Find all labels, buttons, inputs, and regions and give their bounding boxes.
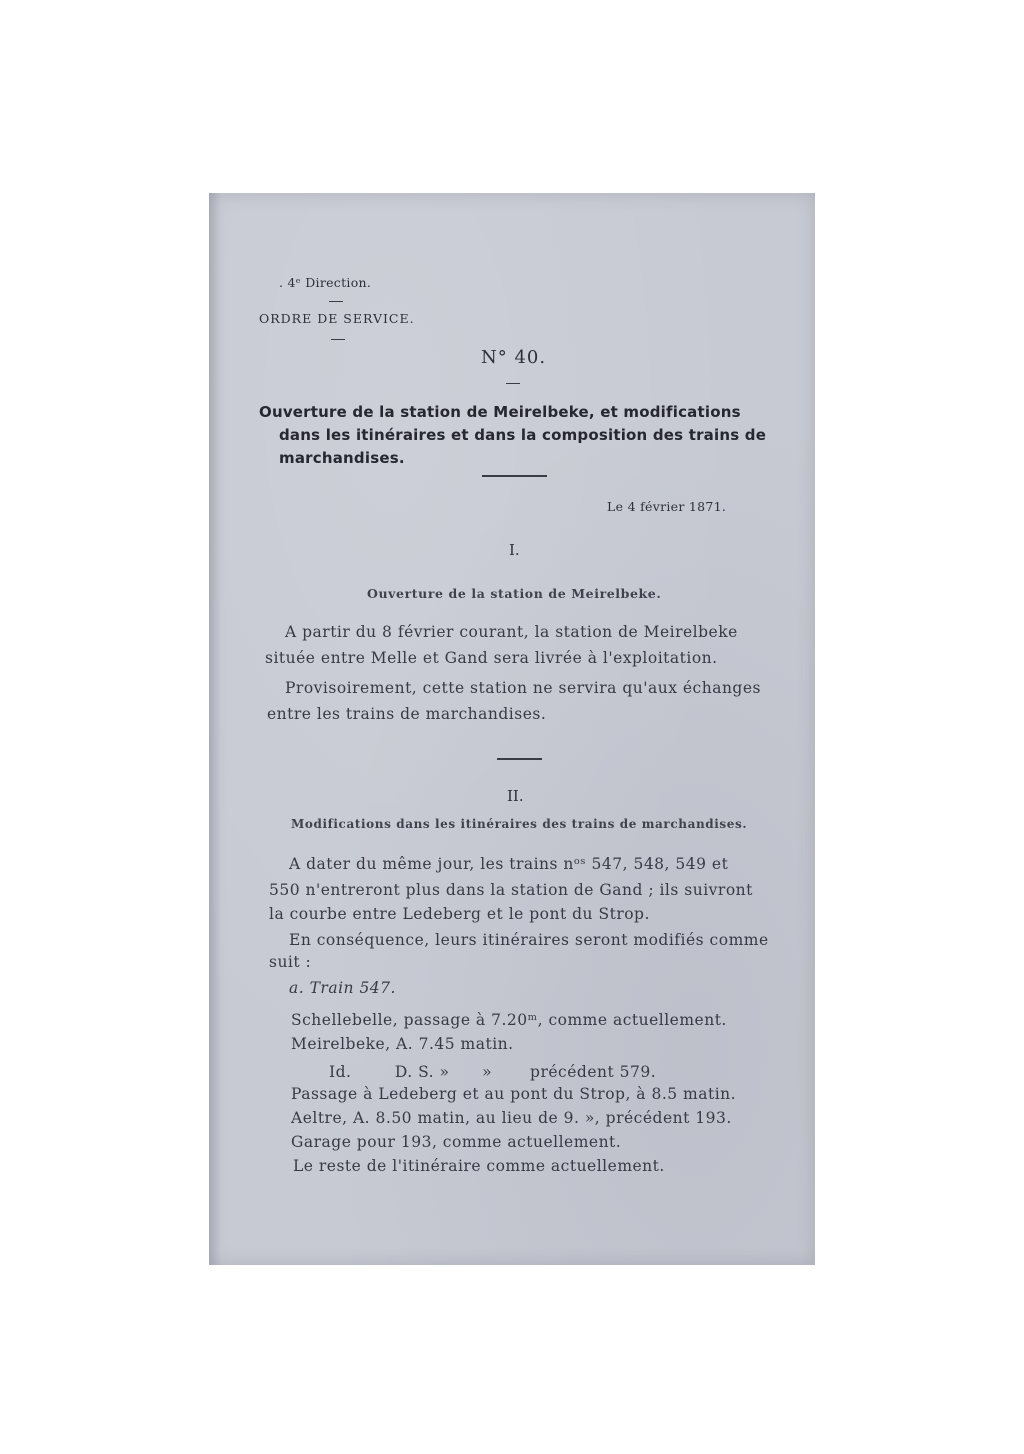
title-line-3: marchandises.: [279, 449, 405, 467]
page-edge-shadow: [209, 193, 221, 1265]
section-1-line-4: entre les trains de marchandises.: [267, 705, 547, 723]
title-line-1: Ouverture de la station de Meirelbeke, et modifications: [259, 403, 741, 421]
title-rule: [482, 475, 547, 477]
section-2-line-1: A dater du même jour, les trains nᵒˢ 547, 548, 549 et: [289, 855, 729, 873]
section-2-line-4: En conséquence, leurs itinéraires seront modifiés comme: [289, 931, 769, 949]
itinerary-line-5: Aeltre, A. 8.50 matin, au lieu de 9. », précédent 193.: [291, 1109, 732, 1127]
title-line-2: dans les itinéraires et dans la composition des trains de: [279, 426, 767, 444]
section-1-heading: Ouverture de la station de Meirelbeke.: [367, 586, 662, 601]
section-1-line-1: A partir du 8 février courant, la station de Meirelbeke: [285, 623, 738, 641]
section-2-numeral: II.: [507, 787, 524, 805]
section-1-line-3: Provisoirement, cette station ne servira qu'aux échanges: [285, 679, 761, 697]
section-1-numeral: I.: [509, 541, 520, 559]
itinerary-line-2: Meirelbeke, A. 7.45 matin.: [291, 1035, 514, 1053]
direction-label: . 4ᵉ Direction.: [279, 275, 372, 290]
header-dash: [329, 301, 343, 302]
itinerary-line-7: Le reste de l'itinéraire comme actuellement.: [293, 1157, 665, 1175]
itinerary-line-1: Schellebelle, passage à 7.20ᵐ, comme actuellement.: [291, 1011, 727, 1029]
section-rule: [497, 758, 542, 760]
itinerary-line-4: Passage à Ledeberg et au pont du Strop, à 8.5 matin.: [291, 1085, 737, 1103]
order-title: [259, 401, 769, 470]
section-2-heading: Modifications dans les itinéraires des trains de marchandises.: [291, 817, 748, 831]
train-label: a. Train 547.: [289, 979, 396, 997]
number-dash: [506, 383, 520, 384]
order-date: Le 4 février 1871.: [607, 499, 727, 514]
itinerary-line-6: Garage pour 193, comme actuellement.: [291, 1133, 622, 1151]
header-dash-2: [331, 339, 345, 340]
itinerary-line-3: Id. D. S. » » précédent 579.: [329, 1063, 657, 1081]
scanned-page: [209, 193, 815, 1265]
section-2-line-5: suit :: [269, 953, 312, 971]
section-2-line-2: 550 n'entreront plus dans la station de Gand ; ils suivront: [269, 881, 753, 899]
section-1-line-2: située entre Melle et Gand sera livrée à l'exploitation.: [265, 649, 718, 667]
ordre-de-service-label: ORDRE DE SERVICE.: [259, 311, 415, 326]
section-2-line-3: la courbe entre Ledeberg et le pont du Strop.: [269, 905, 650, 923]
order-number: N° 40.: [481, 347, 547, 368]
